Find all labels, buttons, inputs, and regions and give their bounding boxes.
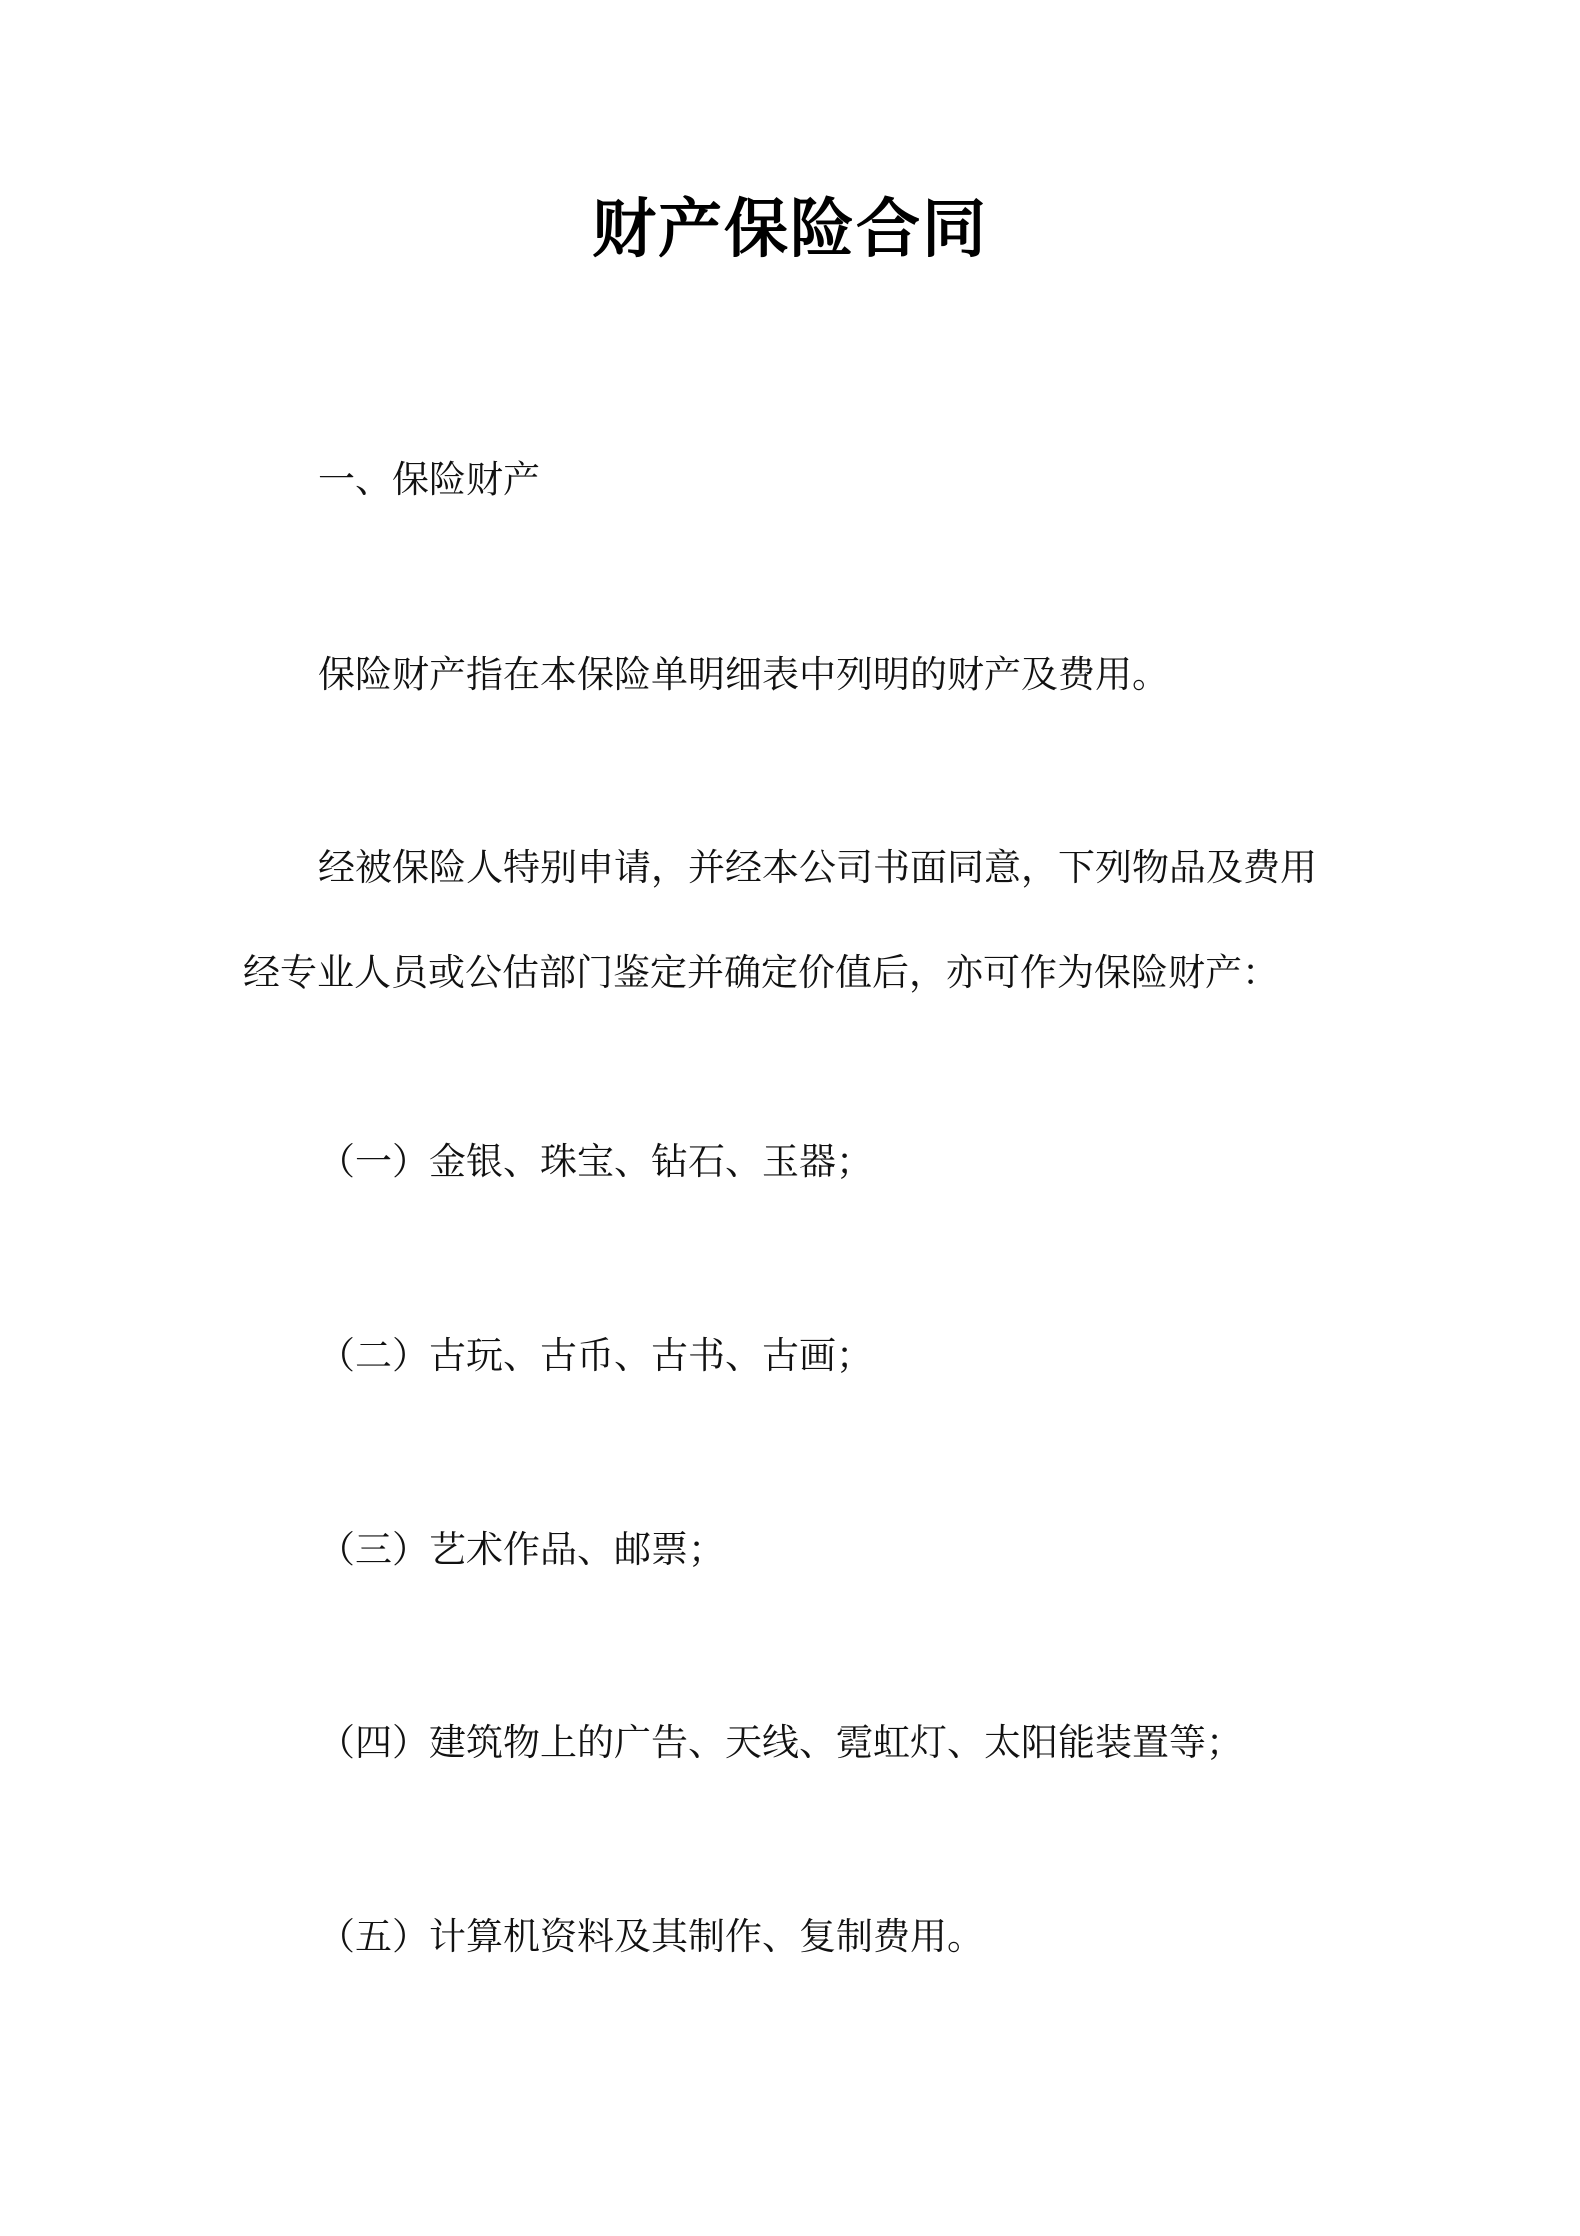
list-item: （二）古玩、古币、古书、古画； [318, 1334, 873, 1377]
list-item: （一）金银、珠宝、钻石、玉器； [318, 1140, 873, 1183]
list-item: （五）计算机资料及其制作、复制费用。 [318, 1915, 984, 1958]
document-title: 财产保险合同 [592, 193, 988, 267]
paragraph-property-definition: 保险财产指在本保险单明细表中列明的财产及费用。 [318, 653, 1169, 696]
list-item: （三）艺术作品、邮票； [318, 1528, 725, 1571]
section-heading: 一、保险财产 [318, 458, 540, 501]
paragraph-special-application-line2: 经专业人员或公估部门鉴定并确定价值后，亦可作为保险财产： [243, 951, 1279, 994]
list-item: （四）建筑物上的广告、天线、霓虹灯、太阳能装置等； [318, 1721, 1243, 1764]
paragraph-special-application-line1: 经被保险人特别申请，并经本公司书面同意，下列物品及费用 [318, 846, 1317, 889]
